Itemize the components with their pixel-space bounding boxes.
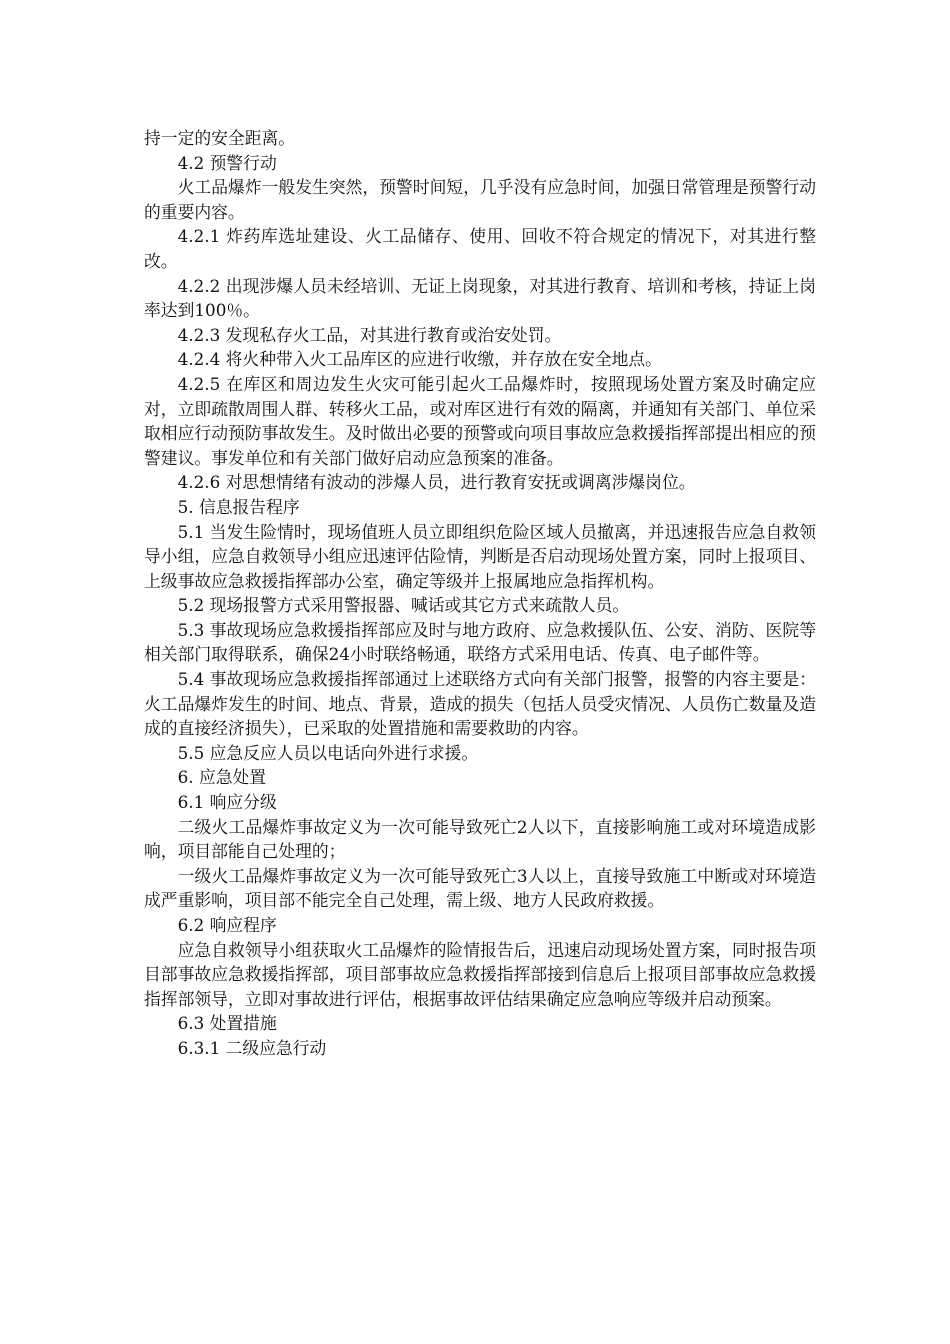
paragraph: 一级火工品爆炸事故定义为一次可能导致死亡3人以上，直接导致施工中断或对环境造成严重影响，项目部不能完全自己处理，需上级、地方人民政府救援。 — [144, 865, 816, 911]
paragraph: 应急自救领导小组获取火工品爆炸的险情报告后，迅速启动现场处置方案，同时报告项目部事故应急救援指挥部，项目部事故应急救援指挥部接到信息后上报项目部事故应急救援指挥部领导，立即对事故进行评估，根据事故评估结果确定应急响应等级并启动预案。 — [144, 939, 816, 1009]
list-item-5-1: 5.1 当发生险情时，现场值班人员立即组织危险区域人员撤离，并迅速报告应急自救领导小组，应急自救领导小组应迅速评估险情，判断是否启动现场处置方案，同时上报项目、上级事故应急救援指挥部办公室，确定等级并上报属地应急指挥机构。 — [144, 521, 816, 591]
list-item-4-2-2: 4.2.2 出现涉爆人员未经培训、无证上岗现象，对其进行教育、培训和考核，持证上岗率达到100％。 — [144, 275, 816, 321]
section-heading-6-3-1: 6.3.1 二级应急行动 — [177, 1037, 327, 1058]
section-heading-6-3: 6.3 处置措施 — [177, 1013, 277, 1034]
paragraph: 二级火工品爆炸事故定义为一次可能导致死亡2人以下，直接影响施工或对环境造成影响，项目部能自己处理的； — [144, 816, 816, 862]
section-heading-5: 5. 信息报告程序 — [177, 496, 300, 517]
section-heading-6-2: 6.2 响应程序 — [177, 915, 277, 935]
paragraph: 火工品爆炸一般发生突然，预警时间短，几乎没有应急时间，加强日常管理是预警行动的重要内容。 — [144, 177, 816, 222]
section-heading-4-2: 4.2 预警行动 — [177, 152, 277, 173]
list-item-5-3: 5.3 事故现场应急救援指挥部应及时与地方政府、应急救援队伍、公安、消防、医院等相关部门取得联系，确保24小时联络畅通，联络方式采用电话、传真、电子邮件等。 — [144, 619, 816, 665]
paragraph-continuation: 持一定的安全距离。 — [144, 128, 296, 148]
list-item-5-2: 5.2 现场报警方式采用警报器、喊话或其它方式来疏散人员。 — [177, 595, 630, 616]
section-heading-6: 6. 应急处置 — [177, 767, 267, 788]
list-item-5-4: 5.4 事故现场应急救援指挥部通过上述联络方式向有关部门报警，报警的内容主要是：火工品爆炸发生的时间、地点、背景，造成的损失（包括人员受灾情况、人员伤亡数量及造成的直接经济损失），已采取的处置措施和需要救助的内容。 — [144, 669, 816, 739]
list-item-4-2-3: 4.2.3 发现私存火工品，对其进行教育或治安处罚。 — [177, 324, 562, 345]
list-item-5-5: 5.5 应急反应人员以电话向外进行求援。 — [177, 742, 479, 763]
list-item-4-2-4: 4.2.4 将火种带入火工品库区的应进行收缴，并存放在安全地点。 — [177, 349, 662, 370]
list-item-4-2-1: 4.2.1 炸药库选址建设、火工品储存、使用、回收不符合规定的情况下，对其进行整改。 — [144, 226, 816, 271]
list-item-4-2-6: 4.2.6 对思想情绪有波动的涉爆人员，进行教育安抚或调离涉爆岗位。 — [177, 472, 696, 493]
section-heading-6-1: 6.1 响应分级 — [177, 792, 277, 813]
document-body — [144, 126, 816, 1061]
list-item-4-2-5: 4.2.5 在库区和周边发生火灾可能引起火工品爆炸时，按照现场处置方案及时确定应对，立即疏散周围人群、转移火工品，或对库区进行有效的隔离，并通知有关部门、单位采取相应行动预防事故发生。及时做出必要的预警或向项目事故应急救援指挥部提出相应的预警建议。事发单位和有关部门做好启动应急预案的准备。 — [144, 373, 816, 468]
